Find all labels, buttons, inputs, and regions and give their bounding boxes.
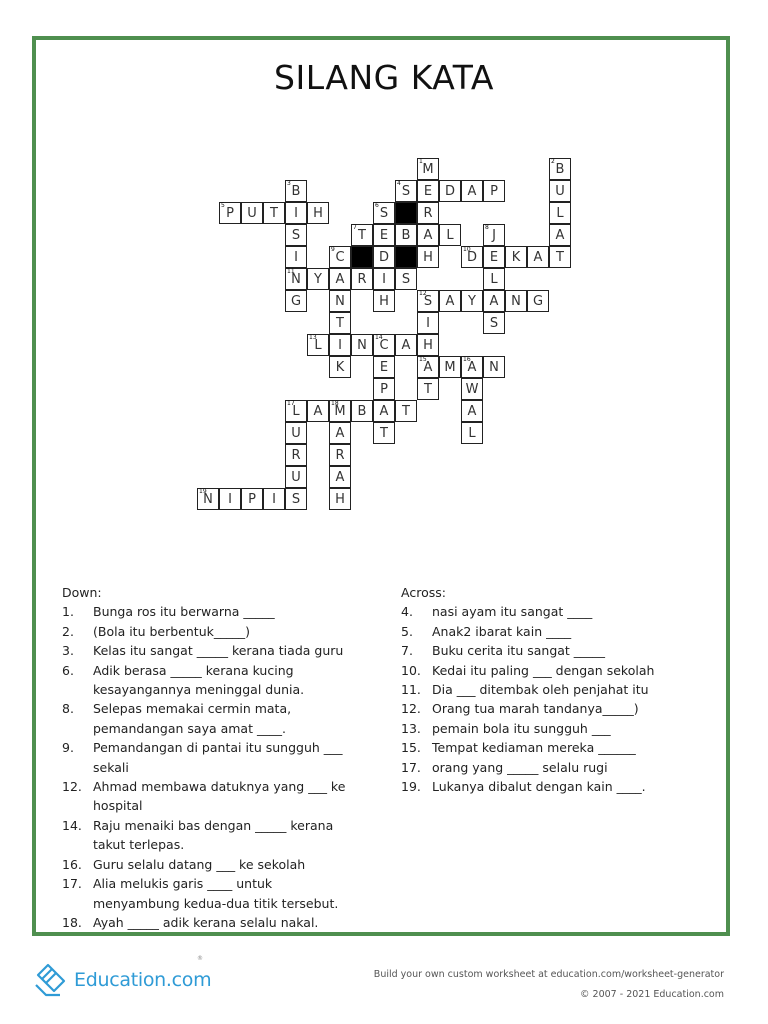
- clue-item-number: 5.: [401, 623, 413, 639]
- crossword-cell[interactable]: [329, 400, 351, 422]
- education-logo[interactable]: [34, 963, 211, 997]
- cell-letter: A: [467, 360, 477, 375]
- cell-letter: H: [313, 206, 323, 221]
- cell-letter: N: [291, 272, 301, 287]
- cell-letter: S: [379, 206, 389, 221]
- crossword-cell[interactable]: [417, 334, 439, 356]
- cell-letter: A: [423, 360, 433, 375]
- crossword-cell[interactable]: [285, 268, 307, 290]
- worksheet-title: SILANG KATA: [274, 58, 494, 97]
- cell-letter: U: [247, 206, 257, 221]
- clue-item: [62, 777, 362, 816]
- crossword-cell[interactable]: [439, 290, 461, 312]
- clue-item-text: Bunga ros itu berwarna _____: [93, 604, 275, 620]
- cell-letter: H: [335, 492, 345, 507]
- clue-item-number: 6.: [62, 662, 74, 678]
- cell-letter: C: [379, 338, 389, 353]
- crossword-cell[interactable]: [307, 268, 329, 290]
- cell-letter: M: [444, 360, 456, 375]
- cell-letter: W: [465, 382, 479, 397]
- cell-letter: A: [335, 470, 345, 485]
- cell-letter: R: [291, 448, 301, 463]
- cell-letter: M: [422, 162, 434, 177]
- cell-letter: N: [335, 294, 345, 309]
- clue-number: 16: [463, 356, 471, 363]
- clue-item-text: Lukanya dibalut dengan kain ____.: [432, 779, 646, 795]
- crossword-cell[interactable]: [417, 158, 439, 180]
- cell-letter: Y: [314, 272, 322, 287]
- clue-item: [62, 641, 362, 660]
- crossword-cell[interactable]: [417, 180, 439, 202]
- clue-item: [62, 602, 362, 621]
- cell-letter: A: [533, 250, 543, 265]
- clue-item-number: 15.: [401, 740, 421, 756]
- crossword-cell[interactable]: [395, 180, 417, 202]
- cell-letter: E: [379, 360, 389, 375]
- clue-item-text: Anak2 ibarat kain ____: [432, 623, 572, 639]
- clue-item-text: Raju menaiki bas dengan _____ kerana takut terlepas.: [93, 817, 334, 853]
- clue-item-text: (Bola itu berbentuk_____): [93, 623, 250, 639]
- crossword-cell[interactable]: [285, 422, 307, 444]
- clue-item: [62, 622, 362, 641]
- crossword-cell[interactable]: [329, 444, 351, 466]
- crossword-cell[interactable]: [329, 466, 351, 488]
- cell-letter: T: [380, 426, 388, 441]
- crossword-cell[interactable]: [417, 224, 439, 246]
- crossword-cell[interactable]: [505, 246, 527, 268]
- crossword-cell[interactable]: [483, 290, 505, 312]
- cell-letter: N: [511, 294, 521, 309]
- cell-letter: L: [446, 228, 454, 243]
- cell-letter: L: [314, 338, 322, 353]
- crossword-cell[interactable]: [329, 268, 351, 290]
- cell-letter: Y: [468, 294, 476, 309]
- clue-number: 2: [551, 158, 555, 165]
- crossword-cell[interactable]: [483, 224, 505, 246]
- crossword-cell[interactable]: [461, 180, 483, 202]
- crossword-cell[interactable]: [461, 378, 483, 400]
- cell-letter: A: [467, 404, 477, 419]
- cell-letter: I: [338, 338, 342, 353]
- crossword-cell[interactable]: [395, 334, 417, 356]
- crossword-cell[interactable]: [285, 488, 307, 510]
- clue-number: 14: [375, 334, 383, 341]
- crossword-cell[interactable]: [263, 488, 285, 510]
- clue-number: 10: [463, 246, 471, 253]
- cell-letter: L: [292, 404, 300, 419]
- cell-letter: S: [489, 316, 499, 331]
- cell-letter: N: [203, 492, 213, 507]
- cell-letter: I: [294, 250, 298, 265]
- clue-item-number: 9.: [62, 740, 74, 756]
- crossword-cell[interactable]: [285, 180, 307, 202]
- clue-item-text: Ayah _____ adik kerana selalu nakal.: [93, 914, 319, 930]
- cell-letter: K: [335, 360, 345, 375]
- crossword-cell[interactable]: [285, 290, 307, 312]
- crossword-cell[interactable]: [505, 290, 527, 312]
- cell-letter: I: [228, 492, 232, 507]
- clue-item: [401, 602, 701, 621]
- crossword-cell[interactable]: [461, 422, 483, 444]
- clue-item-number: 11.: [401, 682, 421, 698]
- cell-letter: L: [468, 426, 476, 441]
- cell-letter: S: [423, 294, 433, 309]
- crossword-cell[interactable]: [329, 334, 351, 356]
- clue-item-text: nasi ayam itu sangat ____: [432, 604, 593, 620]
- crossword-cell[interactable]: [439, 180, 461, 202]
- crossword-cell[interactable]: [549, 224, 571, 246]
- cell-letter: D: [466, 250, 477, 265]
- clue-item: [62, 816, 362, 855]
- crossword-cell[interactable]: [373, 224, 395, 246]
- clue-item-text: Buku cerita itu sangat _____: [432, 643, 606, 659]
- cell-letter: G: [532, 294, 544, 309]
- cell-letter: D: [444, 184, 455, 199]
- crossword-cell[interactable]: [439, 356, 461, 378]
- crossword-cell[interactable]: [395, 268, 417, 290]
- cell-letter: B: [401, 228, 411, 243]
- clue-item-number: 14.: [62, 817, 82, 833]
- crossword-cell[interactable]: [263, 202, 285, 224]
- crossword-cell[interactable]: [285, 400, 307, 422]
- clue-number: 5: [221, 202, 225, 209]
- clue-item-text: Kedai itu paling ___ dengan sekolah: [432, 662, 655, 678]
- cell-letter: C: [335, 250, 345, 265]
- clue-number: 18: [331, 400, 339, 407]
- clue-item-number: 1.: [62, 604, 74, 620]
- cell-letter: B: [357, 404, 367, 419]
- crossword-cell[interactable]: [461, 290, 483, 312]
- crossword-cell[interactable]: [219, 488, 241, 510]
- cell-letter: I: [272, 492, 276, 507]
- cell-letter: E: [489, 250, 499, 265]
- clue-number: 9: [331, 246, 335, 253]
- cell-letter: E: [423, 184, 433, 199]
- crossword-cell[interactable]: [395, 400, 417, 422]
- clue-item: [401, 641, 701, 660]
- cell-letter: R: [335, 448, 345, 463]
- cell-letter: N: [357, 338, 367, 353]
- crossword-cell[interactable]: [439, 224, 461, 246]
- crossword-cell[interactable]: [307, 202, 329, 224]
- crossword-cell[interactable]: [417, 202, 439, 224]
- cell-letter: B: [291, 184, 301, 199]
- clue-number: 4: [397, 180, 401, 187]
- cell-letter: I: [382, 272, 386, 287]
- cell-letter: H: [423, 250, 433, 265]
- clue-item-text: Selepas memakai cermin mata, pemandangan saya amat ____.: [93, 701, 292, 736]
- cell-letter: K: [511, 250, 521, 265]
- cell-letter: I: [426, 316, 430, 331]
- cell-letter: A: [555, 228, 565, 243]
- crossword-cell[interactable]: [483, 246, 505, 268]
- clue-number: 3: [287, 180, 291, 187]
- cell-letter: P: [490, 184, 498, 199]
- cell-letter: S: [291, 228, 301, 243]
- clue-item: [401, 719, 701, 738]
- crossword-cell[interactable]: [329, 312, 351, 334]
- cell-letter: D: [378, 250, 389, 265]
- cell-letter: B: [555, 162, 565, 177]
- clue-number: 6: [375, 202, 379, 209]
- crossword-cell[interactable]: [285, 466, 307, 488]
- clue-item-number: 4.: [401, 604, 413, 620]
- clue-number: 19: [199, 488, 207, 495]
- clue-item-number: 12.: [401, 701, 421, 717]
- crossword-cell[interactable]: [285, 246, 307, 268]
- cell-letter: A: [335, 426, 345, 441]
- clue-item-text: Ahmad membawa datuknya yang ___ ke hospital: [93, 779, 346, 814]
- cell-letter: M: [334, 404, 346, 419]
- clue-item: [401, 699, 701, 718]
- cell-letter: H: [379, 294, 389, 309]
- crossword-cell[interactable]: [373, 400, 395, 422]
- crossword-cell[interactable]: [329, 488, 351, 510]
- cell-letter: P: [226, 206, 234, 221]
- crossword-cell[interactable]: [351, 224, 373, 246]
- cell-letter: S: [401, 184, 411, 199]
- crossword-cell[interactable]: [483, 356, 505, 378]
- clue-item: [401, 622, 701, 641]
- crossword-cell[interactable]: [351, 334, 373, 356]
- crossword-cell[interactable]: [483, 268, 505, 290]
- crossword-cell[interactable]: [329, 356, 351, 378]
- crossword-cell[interactable]: [417, 246, 439, 268]
- crossword-cell[interactable]: [417, 378, 439, 400]
- cell-letter: T: [336, 316, 344, 331]
- clue-item-text: Pemandangan di pantai itu sungguh ___ sekali: [93, 740, 343, 775]
- cell-letter: T: [358, 228, 366, 243]
- crossword-cell[interactable]: [307, 334, 329, 356]
- crossword-cell[interactable]: [373, 378, 395, 400]
- clue-item: [401, 680, 701, 699]
- down-clues: [62, 583, 362, 932]
- cell-letter: E: [379, 228, 389, 243]
- clue-number: 15: [419, 356, 427, 363]
- cell-letter: L: [490, 272, 498, 287]
- cell-letter: J: [492, 228, 496, 243]
- clue-item: [401, 661, 701, 680]
- clue-number: 13: [309, 334, 317, 341]
- cell-letter: L: [556, 206, 564, 221]
- crossword-cell[interactable]: [351, 400, 373, 422]
- crossword-black-cell: [395, 202, 417, 224]
- crossword-cell[interactable]: [527, 246, 549, 268]
- clue-item-number: 10.: [401, 662, 421, 678]
- clue-item-text: Tempat kediaman mereka ______: [432, 740, 636, 756]
- crossword-cell[interactable]: [461, 246, 483, 268]
- crossword-cell[interactable]: [483, 180, 505, 202]
- cell-letter: U: [291, 426, 301, 441]
- cell-letter: H: [423, 338, 433, 353]
- brand-name: Education.com: [74, 969, 212, 991]
- crossword-cell[interactable]: [373, 422, 395, 444]
- crossword-cell[interactable]: [527, 290, 549, 312]
- clue-item-text: Guru selalu datang ___ ke sekolah: [93, 856, 306, 872]
- cell-letter: A: [379, 404, 389, 419]
- cell-letter: P: [248, 492, 256, 507]
- crossword-cell[interactable]: [395, 224, 417, 246]
- crossword-cell[interactable]: [329, 422, 351, 444]
- crossword-cell[interactable]: [373, 356, 395, 378]
- clue-number: 12: [419, 290, 427, 297]
- clue-item: [62, 874, 362, 913]
- crossword-cell[interactable]: [197, 488, 219, 510]
- crossword-cell[interactable]: [285, 202, 307, 224]
- clue-number: 11: [287, 268, 295, 275]
- cell-letter: R: [357, 272, 367, 287]
- clue-item: [401, 758, 701, 777]
- clue-item-number: 7.: [401, 643, 413, 659]
- crossword-cell[interactable]: [373, 334, 395, 356]
- crossword-cell[interactable]: [329, 290, 351, 312]
- clue-item-number: 19.: [401, 779, 421, 795]
- clue-number: 8: [485, 224, 489, 231]
- crossword-cell[interactable]: [483, 312, 505, 334]
- clue-item-text: Dia ___ ditembak oleh penjahat itu: [432, 682, 649, 698]
- education-logo-icon: [34, 963, 68, 997]
- crossword-cell[interactable]: [549, 158, 571, 180]
- crossword-black-cell: [395, 246, 417, 268]
- cell-letter: T: [402, 404, 410, 419]
- clue-item: [62, 661, 362, 700]
- crossword-cell[interactable]: [373, 202, 395, 224]
- clue-item-number: 18.: [62, 914, 82, 930]
- crossword-cell[interactable]: [285, 224, 307, 246]
- clue-item-text: orang yang _____ selalu rugi: [432, 759, 608, 775]
- crossword-cell[interactable]: [549, 180, 571, 202]
- clue-item-number: 17.: [401, 759, 421, 775]
- clue-item: [401, 777, 701, 796]
- crossword-cell[interactable]: [285, 444, 307, 466]
- cell-letter: P: [380, 382, 388, 397]
- footer-copyright: © 2007 - 2021 Education.com: [580, 989, 724, 1000]
- cell-letter: A: [445, 294, 455, 309]
- cell-letter: U: [555, 184, 565, 199]
- crossword-cell[interactable]: [549, 202, 571, 224]
- clue-item-number: 13.: [401, 720, 421, 736]
- crossword-cell[interactable]: [461, 356, 483, 378]
- crossword-cell[interactable]: [241, 202, 263, 224]
- crossword-cell[interactable]: [373, 268, 395, 290]
- clue-item-text: Orang tua marah tandanya_____): [432, 701, 639, 717]
- crossword-cell[interactable]: [219, 202, 241, 224]
- clue-item: [62, 699, 362, 738]
- crossword-cell[interactable]: [329, 246, 351, 268]
- clue-item-text: Adik berasa _____ kerana kucing kesayangannya meninggal dunia.: [93, 662, 305, 698]
- cell-letter: U: [291, 470, 301, 485]
- clue-item-number: 16.: [62, 856, 82, 872]
- crossword-cell[interactable]: [241, 488, 263, 510]
- crossword-black-cell: [351, 246, 373, 268]
- across-clues: [401, 583, 701, 796]
- clue-item-number: 12.: [62, 779, 82, 795]
- clue-number: 17: [287, 400, 295, 407]
- cell-letter: S: [401, 272, 411, 287]
- crossword-cell[interactable]: [373, 290, 395, 312]
- cell-letter: T: [424, 382, 432, 397]
- cell-letter: A: [489, 294, 499, 309]
- cell-letter: A: [401, 338, 411, 353]
- cell-letter: A: [467, 184, 477, 199]
- clue-item-number: 17.: [62, 876, 82, 892]
- crossword-cell[interactable]: [461, 400, 483, 422]
- clue-item-text: Kelas itu sangat _____ kerana tiada guru: [93, 643, 344, 659]
- registered-mark: ®: [197, 955, 203, 962]
- clue-item-text: Alia melukis garis ____ untuk menyambung kedua-dua titik tersebut.: [93, 876, 339, 911]
- crossword-cell[interactable]: [549, 246, 571, 268]
- crossword-cell[interactable]: [307, 400, 329, 422]
- clue-item: [62, 913, 362, 932]
- cell-letter: A: [423, 228, 433, 243]
- clue-item: [62, 855, 362, 874]
- clue-number: 7: [353, 224, 357, 231]
- cell-letter: A: [313, 404, 323, 419]
- crossword-cell[interactable]: [373, 246, 395, 268]
- footer-generator-link[interactable]: Build your own custom worksheet at education.com/worksheet-generator: [373, 969, 724, 980]
- crossword-cell[interactable]: [417, 356, 439, 378]
- cell-letter: T: [270, 206, 278, 221]
- clue-number: 1: [419, 158, 423, 165]
- clue-item: [62, 738, 362, 777]
- clue-item-number: 2.: [62, 623, 74, 639]
- cell-letter: N: [489, 360, 499, 375]
- clue-item-number: 3.: [62, 643, 74, 659]
- cell-letter: G: [290, 294, 302, 309]
- cell-letter: I: [294, 206, 298, 221]
- clue-item-number: 8.: [62, 701, 74, 717]
- clue-item: [401, 738, 701, 757]
- cell-letter: T: [556, 250, 564, 265]
- cell-letter: S: [291, 492, 301, 507]
- crossword-cell[interactable]: [351, 268, 373, 290]
- cell-letter: A: [335, 272, 345, 287]
- clue-item-text: pemain bola itu sungguh ___: [432, 720, 611, 736]
- across-heading: Across:: [401, 585, 446, 600]
- cell-letter: R: [423, 206, 433, 221]
- crossword-cell[interactable]: [417, 312, 439, 334]
- crossword-cell[interactable]: [417, 290, 439, 312]
- down-heading: Down:: [62, 585, 102, 600]
